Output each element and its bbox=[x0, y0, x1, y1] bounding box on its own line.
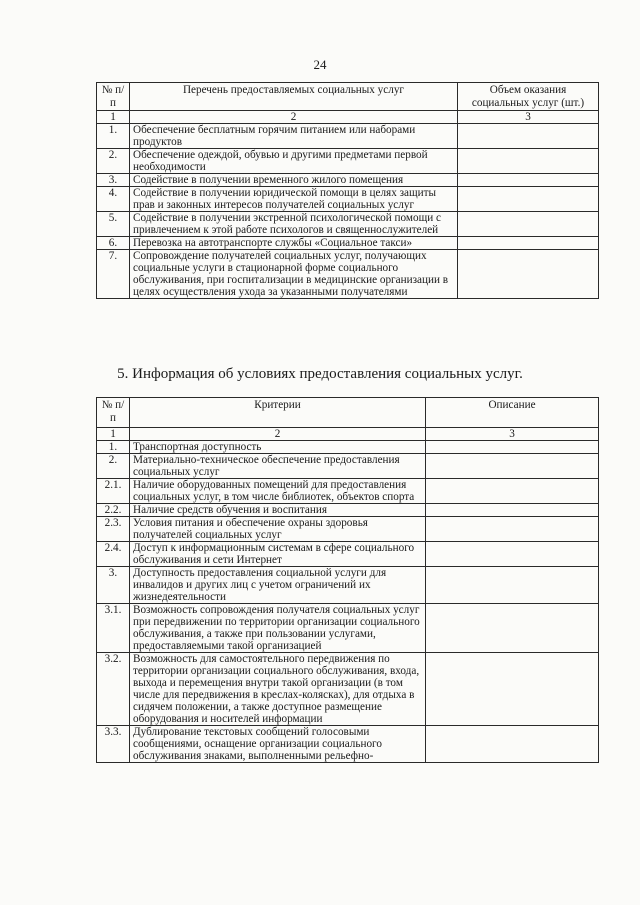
row-value bbox=[426, 517, 599, 542]
table-index-row bbox=[97, 111, 599, 124]
row-text: Дублирование текстовых сообщений голосовыми сообщениями, оснащение организации социального обслуживания знаками, выполненными рельефно- bbox=[130, 726, 426, 763]
table-row bbox=[97, 653, 599, 726]
row-number: 2.1. bbox=[97, 479, 130, 504]
header-description: Описание bbox=[426, 398, 599, 428]
row-number: 1. bbox=[97, 441, 130, 454]
table-row bbox=[97, 454, 599, 479]
row-value bbox=[458, 149, 599, 174]
row-text: Обеспечение бесплатным горячим питанием или наборами продуктов bbox=[130, 124, 458, 149]
row-number: 6. bbox=[97, 237, 130, 250]
row-value bbox=[458, 124, 599, 149]
table-row bbox=[97, 149, 599, 174]
row-value bbox=[426, 504, 599, 517]
row-number: 3.1. bbox=[97, 604, 130, 653]
row-value bbox=[458, 250, 599, 299]
index-cell: 1 bbox=[97, 111, 130, 124]
table-row bbox=[97, 124, 599, 149]
row-text: Перевозка на автотранспорте службы «Социальное такси» bbox=[130, 237, 458, 250]
header-number: № п/п bbox=[97, 398, 130, 428]
table-row bbox=[97, 504, 599, 517]
table-row bbox=[97, 604, 599, 653]
row-text: Сопровождение получателей социальных услуг, получающих социальные услуги в стационарной форме социального обслуживания, при госпитализации в медицинские организации в целях осуществления ухода за указанными получателями bbox=[130, 250, 458, 299]
row-value bbox=[458, 174, 599, 187]
table-row bbox=[97, 567, 599, 604]
row-text: Доступ к информационным системам в сфере социального обслуживания и сети Интернет bbox=[130, 542, 426, 567]
row-number: 2.3. bbox=[97, 517, 130, 542]
row-number: 3.2. bbox=[97, 653, 130, 726]
row-value bbox=[426, 653, 599, 726]
row-text: Условия питания и обеспечение охраны здоровья получателей социальных услуг bbox=[130, 517, 426, 542]
row-number: 4. bbox=[97, 187, 130, 212]
row-number: 2. bbox=[97, 454, 130, 479]
services-table bbox=[96, 82, 599, 299]
row-text: Наличие оборудованных помещений для предоставления социальных услуг, в том числе библиотек, объектов спорта bbox=[130, 479, 426, 504]
table-row bbox=[97, 237, 599, 250]
row-text: Возможность сопровождения получателя социальных услуг при передвижении по территории организации социального обслуживания, а также при пользовании услугами, предоставляемыми такой организацией bbox=[130, 604, 426, 653]
table-row bbox=[97, 250, 599, 299]
row-value bbox=[426, 441, 599, 454]
row-number: 3. bbox=[97, 567, 130, 604]
row-number: 3. bbox=[97, 174, 130, 187]
table-row bbox=[97, 441, 599, 454]
conditions-table bbox=[96, 397, 599, 763]
section-title: 5. Информация об условиях предоставления социальных услуг. bbox=[117, 366, 523, 382]
row-value bbox=[426, 726, 599, 763]
table-row bbox=[97, 479, 599, 504]
table-row bbox=[97, 726, 599, 763]
row-number: 1. bbox=[97, 124, 130, 149]
page-number: 24 bbox=[313, 57, 327, 72]
row-number: 5. bbox=[97, 212, 130, 237]
row-text: Наличие средств обучения и воспитания bbox=[130, 504, 426, 517]
row-text: Обеспечение одеждой, обувью и другими предметами первой необходимости bbox=[130, 149, 458, 174]
row-text: Возможность для самостоятельного передвижения по территории организации социального обслуживания, входа, выхода и перемещения внутри такой организации (в том числе для передвижения в креслах-колясках), для отдыха в сидячем положении, а также доступное размещение оборудования и носителей информации bbox=[130, 653, 426, 726]
table-header-row bbox=[97, 83, 599, 111]
row-value bbox=[426, 604, 599, 653]
table-row bbox=[97, 212, 599, 237]
row-value bbox=[426, 479, 599, 504]
header-number: № п/п bbox=[97, 83, 130, 111]
row-text: Содействие в получении юридической помощи в целях защиты прав и законных интересов получателей социальных услуг bbox=[130, 187, 458, 212]
row-value bbox=[426, 567, 599, 604]
header-volume: Объем оказания социальных услуг (шт.) bbox=[458, 83, 599, 111]
row-value bbox=[458, 212, 599, 237]
row-text: Содействие в получении экстренной психологической помощи с привлечением к этой работе психологов и священнослужителей bbox=[130, 212, 458, 237]
row-number: 2. bbox=[97, 149, 130, 174]
row-text: Содействие в получении временного жилого помещения bbox=[130, 174, 458, 187]
row-number: 3.3. bbox=[97, 726, 130, 763]
index-cell: 1 bbox=[97, 428, 130, 441]
index-cell: 3 bbox=[426, 428, 599, 441]
index-cell: 3 bbox=[458, 111, 599, 124]
row-number: 2.2. bbox=[97, 504, 130, 517]
row-value bbox=[458, 187, 599, 212]
row-value bbox=[426, 542, 599, 567]
header-services: Перечень предоставляемых социальных услуг bbox=[130, 83, 458, 111]
row-number: 2.4. bbox=[97, 542, 130, 567]
table-row bbox=[97, 187, 599, 212]
table-row bbox=[97, 174, 599, 187]
table-row bbox=[97, 517, 599, 542]
table-index-row bbox=[97, 428, 599, 441]
row-text: Доступность предоставления социальной услуги для инвалидов и других лиц с учетом ограничений их жизнедеятельности bbox=[130, 567, 426, 604]
index-cell: 2 bbox=[130, 111, 458, 124]
header-criteria: Критерии bbox=[130, 398, 426, 428]
row-number: 7. bbox=[97, 250, 130, 299]
table-row bbox=[97, 542, 599, 567]
index-cell: 2 bbox=[130, 428, 426, 441]
row-text: Транспортная доступность bbox=[130, 441, 426, 454]
row-text: Материально-техническое обеспечение предоставления социальных услуг bbox=[130, 454, 426, 479]
row-value bbox=[458, 237, 599, 250]
table-header-row bbox=[97, 398, 599, 428]
row-value bbox=[426, 454, 599, 479]
